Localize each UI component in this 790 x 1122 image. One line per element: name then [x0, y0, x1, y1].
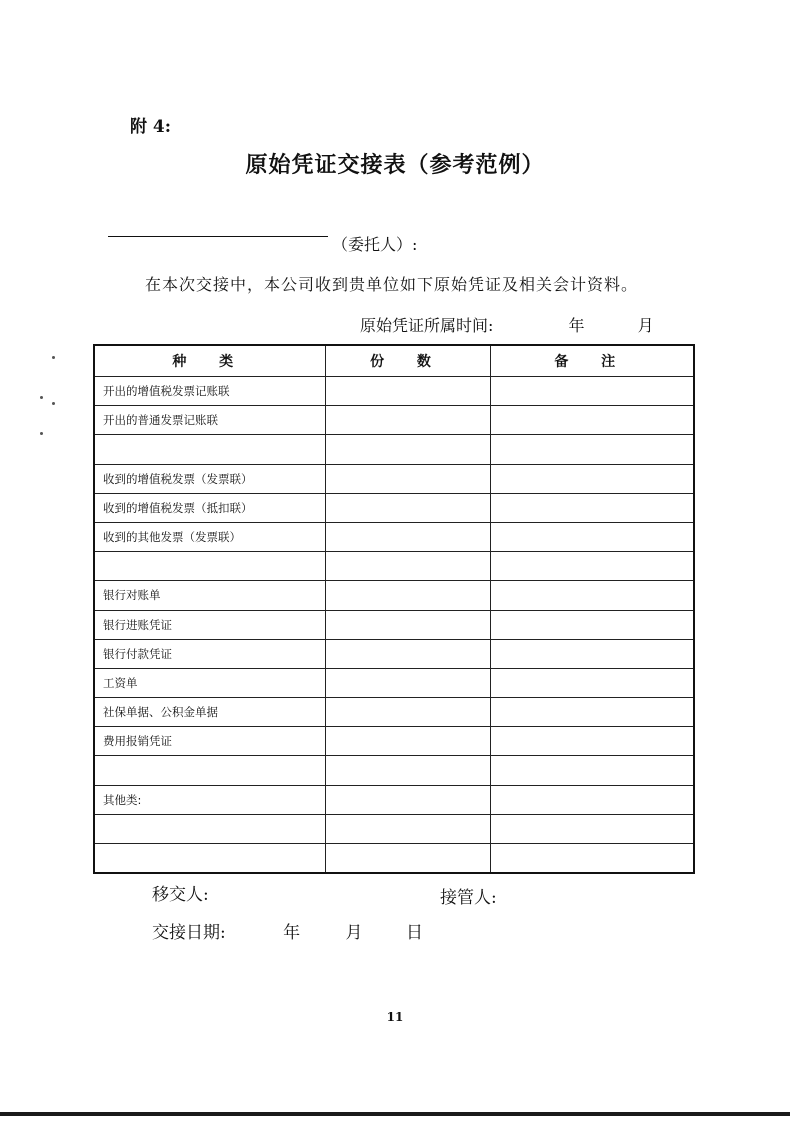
- row-count-cell[interactable]: [325, 727, 490, 756]
- row-type-cell: 开出的普通发票记账联: [94, 406, 325, 435]
- client-name-blank[interactable]: [108, 236, 328, 237]
- period-month: 月: [637, 316, 654, 335]
- table-row: [94, 785, 694, 814]
- row-remarks-cell[interactable]: [490, 756, 694, 785]
- row-remarks-cell[interactable]: [490, 406, 694, 435]
- row-remarks-cell[interactable]: [490, 785, 694, 814]
- table-row: [94, 668, 694, 697]
- row-remarks-cell[interactable]: [490, 464, 694, 493]
- date-year: 年: [283, 923, 301, 943]
- scan-speck: [40, 432, 43, 435]
- row-count-cell[interactable]: [325, 639, 490, 668]
- row-count-cell[interactable]: [325, 610, 490, 639]
- row-count-cell[interactable]: [325, 668, 490, 697]
- row-type-cell: 收到的增值税发票（抵扣联）: [94, 493, 325, 522]
- table-row: [94, 610, 694, 639]
- row-remarks-cell[interactable]: [490, 552, 694, 581]
- row-count-cell[interactable]: [325, 522, 490, 551]
- header-type: 种 类: [94, 345, 325, 377]
- row-remarks-cell[interactable]: [490, 493, 694, 522]
- row-remarks-cell[interactable]: [490, 522, 694, 551]
- table-row: [94, 552, 694, 581]
- row-count-cell[interactable]: [325, 581, 490, 610]
- row-count-cell[interactable]: [325, 756, 490, 785]
- row-remarks-cell[interactable]: [490, 844, 694, 874]
- row-type-cell: 费用报销凭证: [94, 727, 325, 756]
- intro-text: 在本次交接中，本公司收到贵单位如下原始凭证及相关会计资料。: [145, 275, 639, 294]
- row-type-cell: [94, 552, 325, 581]
- row-remarks-cell[interactable]: [490, 814, 694, 843]
- handover-date-line: [152, 918, 423, 943]
- table-row: [94, 377, 694, 406]
- period-line: [360, 313, 654, 336]
- table-row: [94, 844, 694, 874]
- page-number: 11: [386, 1010, 404, 1024]
- row-count-cell[interactable]: [325, 493, 490, 522]
- receiver-person-label: 接管人:: [440, 888, 497, 908]
- annex-label: 附 4:: [130, 117, 172, 137]
- table-row: [94, 639, 694, 668]
- table-row: [94, 464, 694, 493]
- row-remarks-cell[interactable]: [490, 727, 694, 756]
- page-title: 原始凭证交接表（参考范例）: [245, 152, 545, 178]
- period-label: 原始凭证所属时间:: [360, 316, 494, 335]
- client-label: （委托人）:: [332, 235, 418, 254]
- row-type-cell: [94, 756, 325, 785]
- row-type-cell: [94, 814, 325, 843]
- row-count-cell[interactable]: [325, 435, 490, 464]
- table-row: [94, 698, 694, 727]
- row-type-cell: 其他类:: [94, 785, 325, 814]
- handover-person-label: 移交人:: [152, 885, 209, 905]
- row-count-cell[interactable]: [325, 785, 490, 814]
- row-count-cell[interactable]: [325, 406, 490, 435]
- row-type-cell: 收到的其他发票（发票联）: [94, 522, 325, 551]
- header-count: 份 数: [325, 345, 490, 377]
- row-count-cell[interactable]: [325, 464, 490, 493]
- row-count-cell[interactable]: [325, 814, 490, 843]
- row-count-cell[interactable]: [325, 698, 490, 727]
- date-label: 交接日期:: [152, 923, 226, 943]
- header-remarks: 备 注: [490, 345, 694, 377]
- row-count-cell[interactable]: [325, 377, 490, 406]
- row-type-cell: [94, 844, 325, 874]
- row-type-cell: 银行对账单: [94, 581, 325, 610]
- row-type-cell: 社保单据、公积金单据: [94, 698, 325, 727]
- row-count-cell[interactable]: [325, 844, 490, 874]
- table-row: [94, 493, 694, 522]
- table-row: [94, 435, 694, 464]
- table-row: [94, 814, 694, 843]
- scan-speck: [52, 356, 55, 359]
- date-day: 日: [405, 923, 423, 943]
- table-row: [94, 727, 694, 756]
- row-remarks-cell[interactable]: [490, 698, 694, 727]
- table-header-row: [94, 345, 694, 377]
- period-year: 年: [568, 316, 585, 335]
- row-type-cell: 工资单: [94, 668, 325, 697]
- row-type-cell: 银行进账凭证: [94, 610, 325, 639]
- row-type-cell: [94, 435, 325, 464]
- row-remarks-cell[interactable]: [490, 639, 694, 668]
- row-type-cell: 收到的增值税发票（发票联）: [94, 464, 325, 493]
- row-remarks-cell[interactable]: [490, 581, 694, 610]
- row-remarks-cell[interactable]: [490, 435, 694, 464]
- table-row: [94, 756, 694, 785]
- scan-edge-line: [0, 1112, 790, 1116]
- scan-speck: [52, 402, 55, 405]
- row-remarks-cell[interactable]: [490, 668, 694, 697]
- date-month: 月: [345, 923, 363, 943]
- row-type-cell: 银行付款凭证: [94, 639, 325, 668]
- row-type-cell: 开出的增值税发票记账联: [94, 377, 325, 406]
- handover-table: [93, 344, 695, 874]
- table-row: [94, 522, 694, 551]
- table-row: [94, 406, 694, 435]
- row-remarks-cell[interactable]: [490, 377, 694, 406]
- row-count-cell[interactable]: [325, 552, 490, 581]
- table-row: [94, 581, 694, 610]
- row-remarks-cell[interactable]: [490, 610, 694, 639]
- scan-speck: [40, 396, 43, 399]
